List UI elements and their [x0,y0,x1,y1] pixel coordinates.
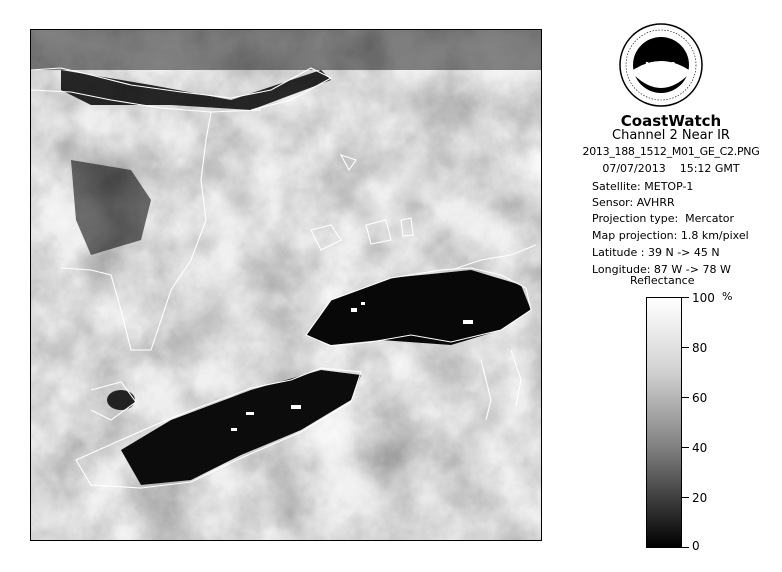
date-time: 07/07/2013 15:12 GMT [602,162,740,175]
lake-st-clair [107,390,135,410]
projection-type-label: Projection type: Mercator [592,212,735,225]
map-projection-label: Map projection: 1.8 km/pixel [592,229,749,242]
legend-unit: % [722,290,733,303]
legend-tick-label: 0 [692,539,700,553]
latitude-label: Latitude : 39 N -> 45 N [592,246,720,259]
legend-tick [682,497,689,498]
app-title: CoastWatch [620,112,722,130]
longitude-label: Longitude: 87 W -> 78 W [592,263,731,276]
legend-tick [682,447,689,448]
legend-tick [682,347,689,348]
file-name: 2013_188_1512_M01_GE_C2.PNG [582,145,760,158]
legend-tick [682,297,689,298]
legend-tick-label: 60 [692,391,708,405]
reflectance-colorbar [646,297,682,548]
legend-tick [682,397,689,398]
svg-text:NOAA: NOAA [644,61,678,72]
noaa-logo [618,22,704,108]
legend-tick-label: 40 [692,441,708,455]
legend-tick-label: 20 [692,491,708,505]
channel-label: Channel 2 Near IR [612,128,730,143]
sensor-label: Sensor: AVHRR [592,196,675,209]
legend-tick-label: 80 [692,341,708,355]
legend-tick-label: 100 [692,291,715,305]
northern-land-shade [31,30,541,70]
satellite-label: Satellite: METOP-1 [592,180,694,193]
legend-title: Reflectance [630,274,695,287]
legend-tick [682,547,689,548]
satellite-image [30,29,542,541]
